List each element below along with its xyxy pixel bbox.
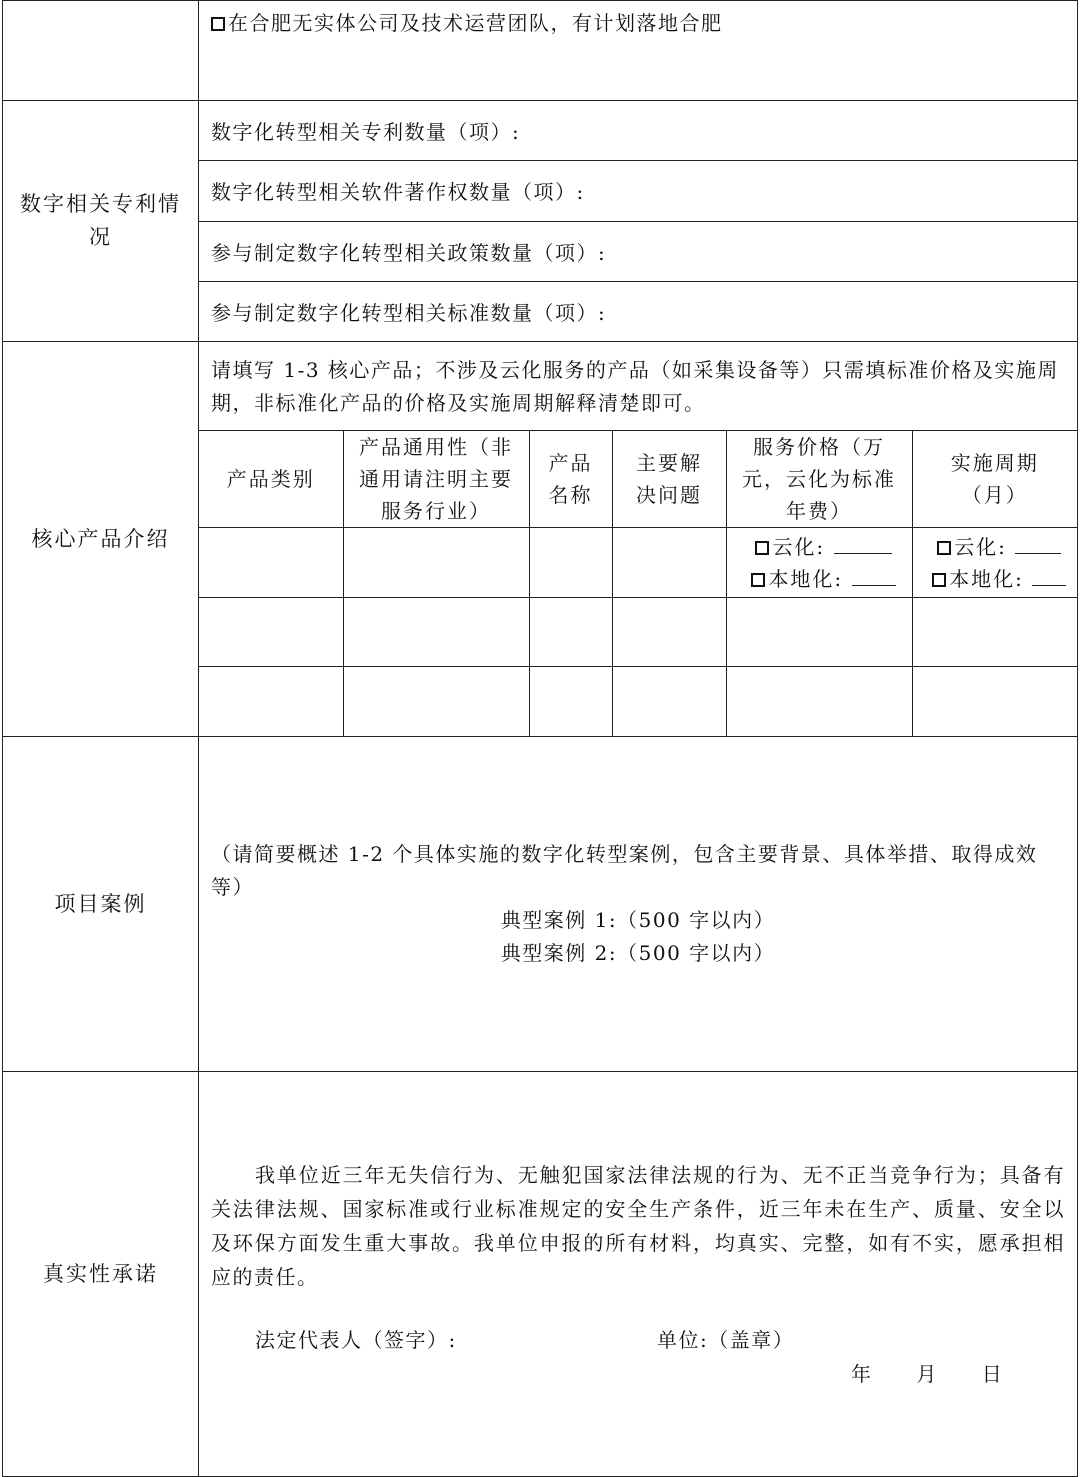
- checkbox-icon[interactable]: [932, 573, 946, 587]
- price-local-blank[interactable]: [852, 567, 896, 586]
- checkbox-icon[interactable]: [755, 541, 769, 555]
- col-product-name: 产品名称: [529, 431, 612, 528]
- case-1-label: 典型案例 1:（500 字以内）: [500, 908, 776, 932]
- hefei-row: [3, 1, 1078, 101]
- col-service-price: 服务价格（万元，云化为标准年费）: [726, 431, 912, 528]
- implementation-period-input[interactable]: [912, 597, 1077, 666]
- col-main-problem: 主要解决问题: [612, 431, 726, 528]
- main-problem-input[interactable]: [612, 667, 726, 736]
- product-name-input[interactable]: [529, 528, 612, 597]
- commitment-row: [3, 1072, 1078, 1477]
- main-problem-input[interactable]: [612, 528, 726, 597]
- checkbox-icon[interactable]: [211, 17, 225, 31]
- core-products-row: [3, 342, 1078, 737]
- patents-fields-cell: [199, 101, 1078, 342]
- date-line[interactable]: [851, 1358, 1039, 1387]
- standard-count-label: 参与制定数字化转型相关标准数量（项）:: [211, 300, 607, 325]
- product-name-input[interactable]: [529, 667, 612, 736]
- col-product-generality: 产品通用性（非通用请注明主要服务行业）: [343, 431, 529, 528]
- unit-seal[interactable]: 单位:（盖章）: [657, 1328, 795, 1352]
- case-2-label: 典型案例 2:（500 字以内）: [500, 941, 776, 965]
- price-cloud-option[interactable]: [737, 531, 911, 563]
- period-cloud-label: 云化:: [954, 534, 1007, 559]
- date-day: 日: [981, 1362, 1004, 1386]
- commitment-label: 真实性承诺: [3, 1072, 199, 1477]
- software-copyright-label: 数字化转型相关软件著作权数量（项）:: [211, 180, 585, 205]
- product-generality-input[interactable]: [343, 597, 529, 666]
- policy-count-field[interactable]: [199, 221, 1077, 281]
- period-local-blank[interactable]: [1032, 567, 1066, 586]
- price-local-option[interactable]: [737, 563, 911, 595]
- cases-row: [3, 737, 1078, 1072]
- patents-row: [3, 101, 1078, 342]
- product-category-input[interactable]: [199, 528, 343, 597]
- legal-rep-signature[interactable]: 法定代表人（签字）:: [255, 1328, 457, 1352]
- hefei-option[interactable]: [199, 1, 1077, 36]
- software-copyright-field[interactable]: [199, 160, 1077, 220]
- cases-label: 项目案例: [3, 737, 199, 1072]
- col-implementation-period: 实施周期（月）: [912, 431, 1077, 528]
- service-price-input[interactable]: [726, 597, 912, 666]
- cases-cell[interactable]: [199, 737, 1078, 1072]
- policy-count-label: 参与制定数字化转型相关政策数量（项）:: [211, 240, 607, 265]
- signature-line: [255, 1324, 1065, 1353]
- period-options: [912, 528, 1077, 597]
- period-cloud-blank[interactable]: [1015, 535, 1061, 554]
- commitment-cell: [199, 1072, 1078, 1477]
- patents-label: 数字相关专利情况: [3, 101, 199, 342]
- product-category-input[interactable]: [199, 667, 343, 736]
- patent-count-field[interactable]: [199, 101, 1077, 160]
- price-cloud-blank[interactable]: [834, 535, 892, 554]
- hefei-option-label: 在合肥无实体公司及技术运营团队，有计划落地合肥: [228, 11, 723, 35]
- core-products-cell: [199, 342, 1078, 737]
- period-local-option[interactable]: [923, 563, 1077, 595]
- checkbox-icon[interactable]: [751, 573, 765, 587]
- main-problem-input[interactable]: [612, 597, 726, 666]
- date-year: 年: [851, 1362, 873, 1386]
- product-name-input[interactable]: [529, 597, 612, 666]
- period-local-label: 本地化:: [949, 566, 1024, 591]
- product-generality-input[interactable]: [343, 667, 529, 736]
- product-category-input[interactable]: [199, 597, 343, 666]
- product-table: [199, 430, 1077, 736]
- patent-count-label: 数字化转型相关专利数量（项）:: [211, 120, 521, 145]
- standard-count-field[interactable]: [199, 281, 1077, 341]
- price-cloud-label: 云化:: [772, 534, 826, 559]
- date-month: 月: [916, 1362, 938, 1386]
- core-products-label: 核心产品介绍: [3, 342, 199, 737]
- table-row: [199, 597, 1077, 666]
- table-row: [199, 528, 1077, 597]
- col-product-category: 产品类别: [199, 431, 343, 528]
- commitment-paragraph: 我单位近三年无失信行为、无触犯国家法律法规的行为、无不正当竞争行为；具备有关法律法规、国家标准或行业标准规定的安全生产条件，近三年未在生产、质量、安全以及环保方面发生重大事故。我单位申报的所有材料，均真实、完整，如有不实，愿承担相应的责任。: [211, 1163, 1065, 1289]
- table-row: [199, 667, 1077, 736]
- product-table-header: [199, 431, 1077, 528]
- service-price-input[interactable]: [726, 667, 912, 736]
- price-local-label: 本地化:: [768, 566, 844, 591]
- hefei-option-cell: [199, 1, 1078, 101]
- core-products-intro: 请填写 1-3 核心产品；不涉及云化服务的产品（如采集设备等）只需填标准价格及实施周期，非标准化产品的价格及实施周期解释清楚即可。: [211, 358, 1059, 415]
- product-generality-input[interactable]: [343, 528, 529, 597]
- implementation-period-input[interactable]: [912, 667, 1077, 736]
- price-options: [726, 528, 912, 597]
- hefei-label-cell: [3, 1, 199, 101]
- checkbox-icon[interactable]: [937, 541, 951, 555]
- application-form-table: [2, 0, 1078, 1477]
- cases-instruction: （请简要概述 1-2 个具体实施的数字化转型案例，包含主要背景、具体举措、取得成效等）: [211, 842, 1038, 899]
- period-cloud-option[interactable]: [923, 531, 1077, 563]
